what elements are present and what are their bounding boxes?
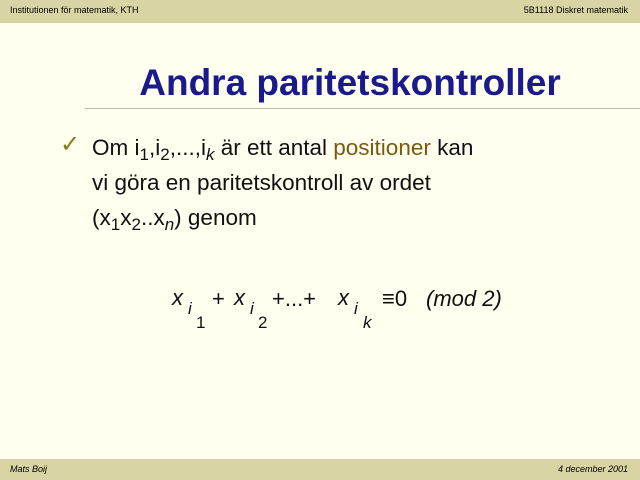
subscript: k <box>205 145 215 164</box>
subscript: 1 <box>110 215 121 234</box>
formula-xk: x <box>338 285 349 310</box>
text-segment: Om i <box>92 135 140 160</box>
formula-sub-1: 1 <box>196 313 206 332</box>
bullet-line-1 <box>92 130 612 165</box>
text-segment: kan <box>430 135 474 160</box>
header-course: 5B1118 Diskret matematik <box>523 5 628 15</box>
highlighted-word: positioner <box>333 135 431 160</box>
footer-band <box>0 459 640 480</box>
text-segment: ,...,i <box>169 135 206 160</box>
formula-sub-2: 2 <box>258 313 268 332</box>
subscript: 1 <box>139 145 149 164</box>
subscript: n <box>164 215 175 234</box>
checkmark-icon: ✓ <box>60 131 81 158</box>
footer-date: 4 december 2001 <box>557 464 628 474</box>
header-institution: Institutionen för matematik, KTH <box>10 5 139 15</box>
text-segment: (x <box>92 205 111 230</box>
title-divider <box>85 108 640 109</box>
formula-plus-dots: +...+ <box>272 286 317 311</box>
subscript: 2 <box>131 215 141 234</box>
text-segment: ,i <box>148 135 161 160</box>
slide-title: Andra paritetskontroller <box>139 62 561 103</box>
bullet-line-2: vi göra en paritetskontroll av ordet <box>92 170 431 195</box>
text-segment: ) genom <box>174 205 257 230</box>
header-band <box>0 0 640 23</box>
bullet-text <box>92 130 612 235</box>
footer-author: Mats Boij <box>10 464 48 474</box>
formula-plus: + <box>212 286 225 311</box>
formula-i2: i <box>250 299 254 318</box>
formula-i1: i <box>188 299 192 318</box>
parity-formula <box>170 283 570 343</box>
formula-ik: i <box>354 299 358 318</box>
formula-mod: (mod 2) <box>426 286 502 311</box>
formula-sub-k: k <box>363 313 372 332</box>
formula-congruence: ≡0 <box>382 286 408 311</box>
text-segment: x <box>120 205 132 230</box>
subscript: 2 <box>160 145 170 164</box>
formula-x2: x <box>234 285 245 310</box>
bullet-line-3 <box>92 200 612 235</box>
formula-x1: x <box>172 285 183 310</box>
text-segment: är ett antal <box>214 135 334 160</box>
text-segment: ..x <box>140 205 165 230</box>
